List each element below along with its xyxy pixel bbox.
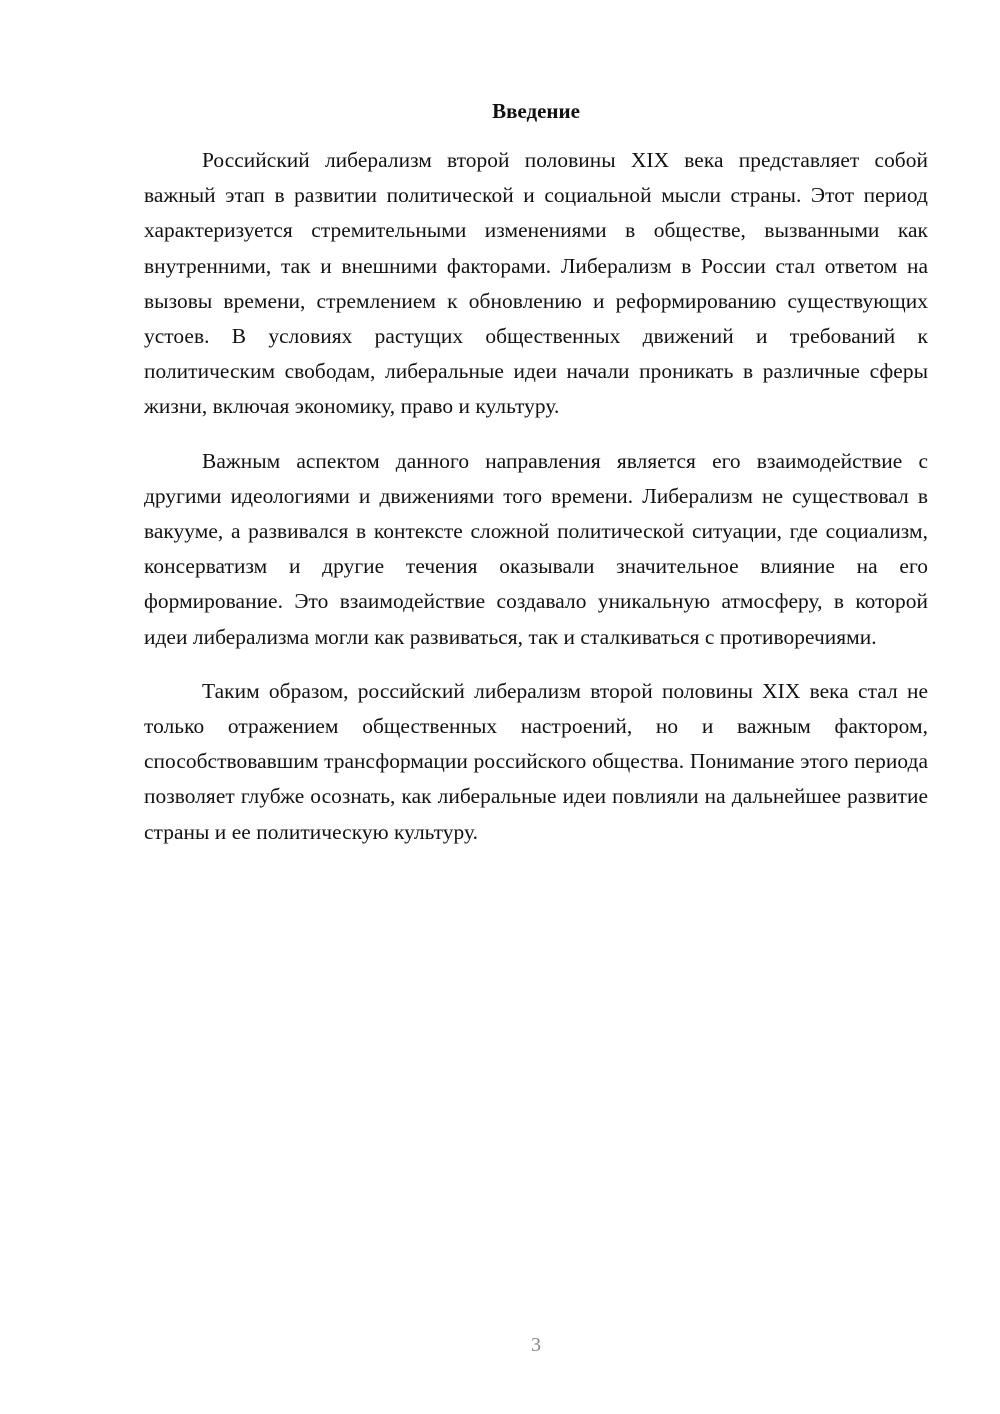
paragraph-3: Таким образом, российский либерализм второй половины XIX века стал не только отражением общественных настроений, но и важным фактором, способствовавшим трансформации российского общества. Понимание этого периода позволяет глубже осознать, как либеральные идеи повлияли на дальнейшее развитие страны и ее политическую культуру. [144,678,928,844]
paragraph-1: Российский либерализм второй половины XIX века представляет собой важный этап в развитии политической и социальной мысли страны. Этот период характеризуется стремительными изменениями в обществе, вызванными как внутренними, так и внешними факторами. Либерализм в России стал ответом на вызовы времени, стремлением к обновлению и реформированию существующих устоев. В условиях растущих общественных движений и требований к политическим свободам, либеральные идеи начали проникать в различные сферы жизни, включая экономику, право и культуру. [144,148,928,419]
page-number: 3 [531,1334,541,1356]
document-body [144,143,928,869]
paragraph-2: Важным аспектом данного направления является его взаимодействие с другими идеологиями и движениями того времени. Либерализм не существовал в вакууме, а развивался в контексте сложной политической ситуации, где социализм, консерватизм и другие течения оказывали значительное влияние на его формирование. Это взаимодействие создавало уникальную атмосферу, в которой идеи либерализма могли как развиваться, так и сталкиваться с противоречиями. [144,448,928,649]
section-title: Введение [492,99,580,123]
